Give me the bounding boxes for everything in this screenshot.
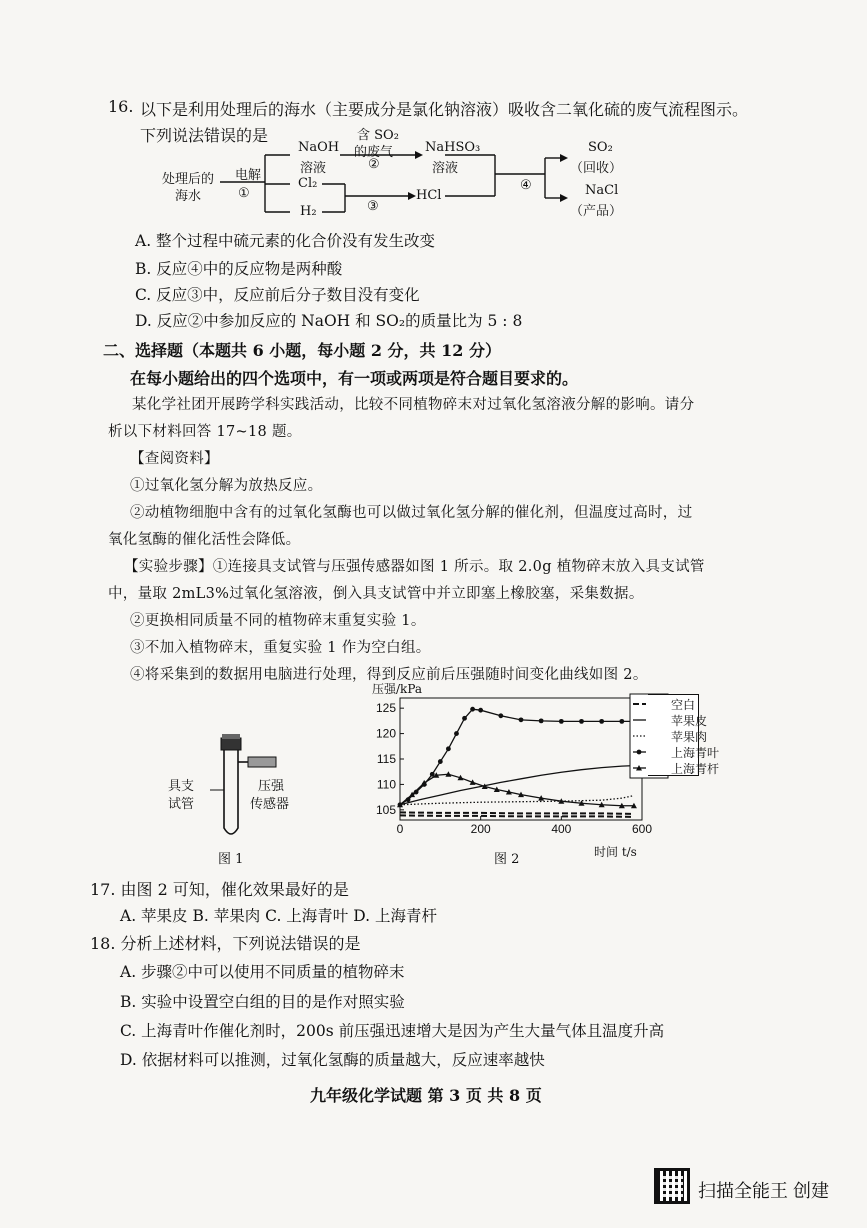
data-point-circle (559, 719, 564, 724)
series-line-1 (400, 766, 634, 805)
flow-step4-marker: ④ (520, 178, 532, 193)
flow-nacl-line2: （产品） (570, 204, 623, 219)
q18-stem: 18. 分析上述材料，下列说法错误的是 (90, 934, 361, 953)
series-line-0 (400, 812, 634, 814)
chart-plot-frame (400, 698, 642, 820)
legend-label-1: 苹果皮 (671, 714, 708, 728)
data-point-circle (478, 708, 483, 713)
steps-item3: ③不加入植物碎末，重复实验 1 作为空白组。 (130, 640, 431, 656)
intro-line2: 析以下材料回答 17~18 题。 (108, 424, 302, 440)
page-footer: 九年级化学试题 第 3 页 共 8 页 (310, 1086, 542, 1105)
pressure-chart-svg (360, 692, 670, 842)
flow-seawater-2: 海水 (175, 189, 202, 204)
flow-step3-marker: ③ (367, 199, 379, 214)
chart-ylabel: 压强/kPa (372, 682, 423, 696)
q16-number: 16. (108, 97, 134, 116)
flow-nahso3-line2: 溶液 (432, 161, 459, 176)
data-point-circle (619, 719, 624, 724)
info-item2-line1: ②动植物细胞中含有的过氧化氢酶也可以做过氧化氢分解的催化剂，但温度过高时，过 (130, 505, 693, 521)
data-point-circle (446, 746, 451, 751)
legend-label-3: 上海青叶 (671, 746, 720, 760)
series-line-0-second (400, 815, 634, 817)
q18-option-b: B. 实验中设置空白组的目的是作对照实验 (120, 993, 405, 1011)
x-tick-label: 200 (470, 822, 491, 836)
q16-option-d: D. 反应②中参加反应的 NaOH 和 SO₂的质量比为 5 : 8 (135, 312, 523, 330)
data-point-circle (519, 717, 524, 722)
series-line-2 (400, 796, 634, 805)
fig1-tube-label-1: 具支 (168, 779, 195, 794)
legend-label-0: 空白 (671, 698, 696, 712)
data-point-circle (599, 719, 604, 724)
info-item2-line2: 氧化氢酶的催化活性会降低。 (108, 532, 301, 548)
fig1-sensor-label-2: 传感器 (250, 797, 290, 812)
q17-options: A. 苹果皮 B. 苹果肉 C. 上海青叶 D. 上海青杆 (120, 907, 437, 925)
q18-option-d: D. 依据材料可以推测，过氧化氢酶的质量越大，反应速率越快 (120, 1051, 545, 1069)
scanner-watermark: 扫描全能王 创建 (698, 1181, 830, 1201)
q18-option-c: C. 上海青叶作催化剂时，200s 前压强迅速增大是因为产生大量气体且温度升高 (120, 1022, 665, 1040)
section2-instruction: 在每小题给出的四个选项中，有一项或两项是符合题目要求的。 (130, 369, 579, 388)
flow-electrolysis-label: 电解 (235, 168, 262, 183)
flow-hcl: HCl (416, 188, 442, 203)
x-tick-label: 0 (396, 822, 404, 836)
section2-heading: 二、选择题（本题共 6 小题，每小题 2 分，共 12 分） (103, 341, 501, 360)
info-title: 【查阅资料】 (130, 451, 219, 467)
legend-marker-circle (637, 750, 642, 755)
steps-line1: 【实验步骤】①连接具支试管与压强传感器如图 1 所示。取 2.0g 植物碎末放入具支试管 (124, 559, 705, 575)
data-point-circle (498, 713, 503, 718)
flow-cl2: Cl₂ (298, 176, 318, 191)
flow-so2-product-line2: （回收） (570, 161, 623, 176)
q16-stem-line1: 以下是利用处理后的海水（主要成分是氯化钠溶液）吸收含二氧化硫的废气流程图示。 (140, 100, 749, 119)
y-tick-label: 120 (375, 726, 396, 741)
steps-item4: ④将采集到的数据用电脑进行处理，得到反应前后压强随时间变化曲线如图 2。 (130, 667, 648, 683)
legend-label-4: 上海青杆 (671, 762, 720, 776)
flow-seawater-1: 处理后的 (162, 172, 215, 187)
flow-naoh-line1: NaOH (298, 140, 340, 155)
x-tick-label: 400 (551, 822, 572, 836)
legend-label-2: 苹果肉 (671, 730, 708, 744)
fig1-apparatus (200, 732, 300, 842)
chart-xlabel: 时间 t/s (594, 845, 637, 859)
q17-stem: 17. 由图 2 可知，催化效果最好的是 (90, 880, 349, 899)
data-point-circle (579, 719, 584, 724)
flow-h2: H₂ (300, 204, 317, 219)
q16-option-b: B. 反应④中的反应物是两种酸 (135, 260, 343, 278)
flow-naoh-line2: 溶液 (300, 161, 327, 176)
fig2-caption: 图 2 (494, 852, 520, 867)
fig1-caption: 图 1 (218, 852, 244, 867)
flow-nahso3-line1: NaHSO₃ (425, 140, 481, 155)
q16-stem-line2: 下列说法错误的是 (140, 126, 269, 145)
q18-option-a: A. 步骤②中可以使用不同质量的植物碎末 (120, 963, 405, 981)
flow-so2-product-line1: SO₂ (588, 140, 613, 155)
intro-line1: 某化学社团开展跨学科实践活动，比较不同植物碎末对过氧化氢溶液分解的影响。请分 (132, 397, 695, 413)
flow-step2-marker: ② (368, 157, 380, 172)
flow-so2-gas-line2: 的废气 (354, 145, 394, 160)
qr-code-icon (654, 1168, 690, 1204)
steps-line2: 中，量取 2mL3%过氧化氢溶液，倒入具支试管中并立即塞上橡胶塞，采集数据。 (108, 586, 644, 602)
data-point-circle (430, 772, 435, 777)
flow-nacl-line1: NaCl (585, 183, 619, 198)
flow-so2-gas-line1: 含 SO₂ (357, 128, 399, 143)
data-point-circle (462, 716, 467, 721)
info-item1: ①过氧化氢分解为放热反应。 (130, 478, 323, 494)
fig1-tube-label-2: 试管 (168, 797, 195, 812)
q16-option-c: C. 反应③中，反应前后分子数目没有变化 (135, 286, 420, 304)
q16-option-a: A. 整个过程中硫元素的化合价没有发生改变 (135, 232, 436, 250)
pressure-chart (360, 692, 670, 842)
y-tick-label: 115 (376, 752, 396, 766)
series-line-3 (400, 709, 634, 805)
data-point-circle (438, 759, 443, 764)
flow-step1-marker: ① (238, 186, 250, 201)
y-tick-label: 125 (375, 701, 396, 716)
y-tick-label: 105 (375, 802, 396, 817)
data-point-circle (470, 707, 475, 712)
y-tick-label: 110 (376, 777, 396, 792)
fig1-sensor-label-1: 压强 (258, 779, 285, 794)
x-tick-label: 600 (631, 822, 653, 836)
data-point-circle (454, 731, 459, 736)
steps-item2: ②更换相同质量不同的植物碎末重复实验 1。 (130, 613, 426, 629)
data-point-circle (539, 718, 544, 723)
